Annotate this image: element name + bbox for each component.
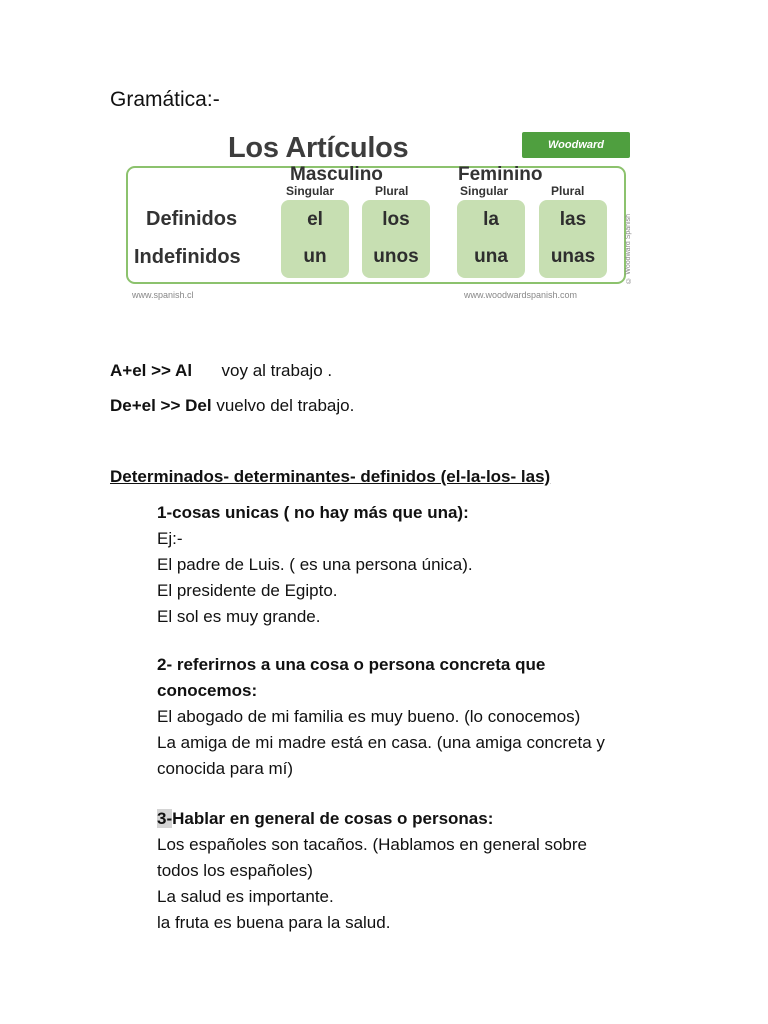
group-masculino: Masculino [290, 164, 383, 185]
sub-m-plural: Plural [375, 184, 409, 198]
item-heading [157, 806, 587, 832]
footer-right-url: www.woodwardspanish.com [464, 290, 578, 300]
item-line: La amiga de mi madre está en casa. (una amiga concreta y [157, 733, 605, 752]
contraction-example: vuelvo del trabajo. [216, 396, 355, 415]
item-line: La salud es importante. [157, 887, 334, 906]
contraction-example: voy al trabajo . [221, 361, 333, 380]
item-heading: 2- referirnos a una cosa o persona concreta que [157, 655, 546, 674]
contraction-al [110, 361, 332, 381]
articles-heading: Los Artículos [228, 132, 409, 164]
articles-image [118, 118, 638, 308]
item-line: Ej:- [157, 529, 183, 548]
item-line: El padre de Luis. ( es una persona única). [157, 555, 473, 574]
item-1 [157, 500, 473, 630]
item-heading-text: Hablar en general de cosas o personas: [172, 809, 494, 828]
row-label-indefinidos: Indefinidos [134, 246, 241, 268]
group-feminino: Feminino [458, 164, 543, 185]
row-label-definidos: Definidos [146, 208, 238, 230]
article-cell: unas [550, 246, 596, 267]
item-line: todos los españoles) [157, 861, 313, 880]
article-cell: unos [373, 246, 419, 267]
article-cell: la [483, 209, 499, 230]
item-line: El abogado de mi familia es muy bueno. (lo conocemos) [157, 707, 581, 726]
woodward-logo: Woodward [522, 132, 630, 158]
article-cell: las [559, 209, 587, 230]
section-heading: Determinados- determinantes- definidos (el-la-los- las) [110, 467, 551, 486]
page-title: Gramática:- [110, 88, 220, 111]
item-heading: 1-cosas unicas ( no hay más que una): [157, 503, 469, 522]
item-line: Los españoles son tacaños. (Hablamos en general sobre [157, 835, 587, 854]
item-heading: conocemos: [157, 681, 258, 700]
side-credit: © Woodward Spanish [625, 214, 632, 284]
footer-left-url: www.spanish.cl [132, 290, 194, 300]
contraction-rule: A+el >> Al [110, 361, 193, 380]
item-2 [157, 652, 605, 782]
contraction-rule: De+el >> Del [110, 396, 212, 415]
article-cell: una [474, 246, 508, 267]
contraction-del [110, 396, 354, 416]
item-number-highlight: 3- [157, 809, 173, 828]
item-3 [157, 806, 587, 936]
item-line: El sol es muy grande. [157, 607, 321, 626]
sub-f-plural: Plural [551, 184, 585, 198]
article-cell: los [382, 209, 410, 230]
item-line: conocida para mí) [157, 759, 294, 778]
article-cell: el [307, 209, 323, 230]
item-line: El presidente de Egipto. [157, 581, 338, 600]
article-cell: un [303, 246, 327, 267]
sub-m-singular: Singular [286, 184, 335, 198]
item-line: la fruta es buena para la salud. [157, 913, 391, 932]
sub-f-singular: Singular [460, 184, 509, 198]
